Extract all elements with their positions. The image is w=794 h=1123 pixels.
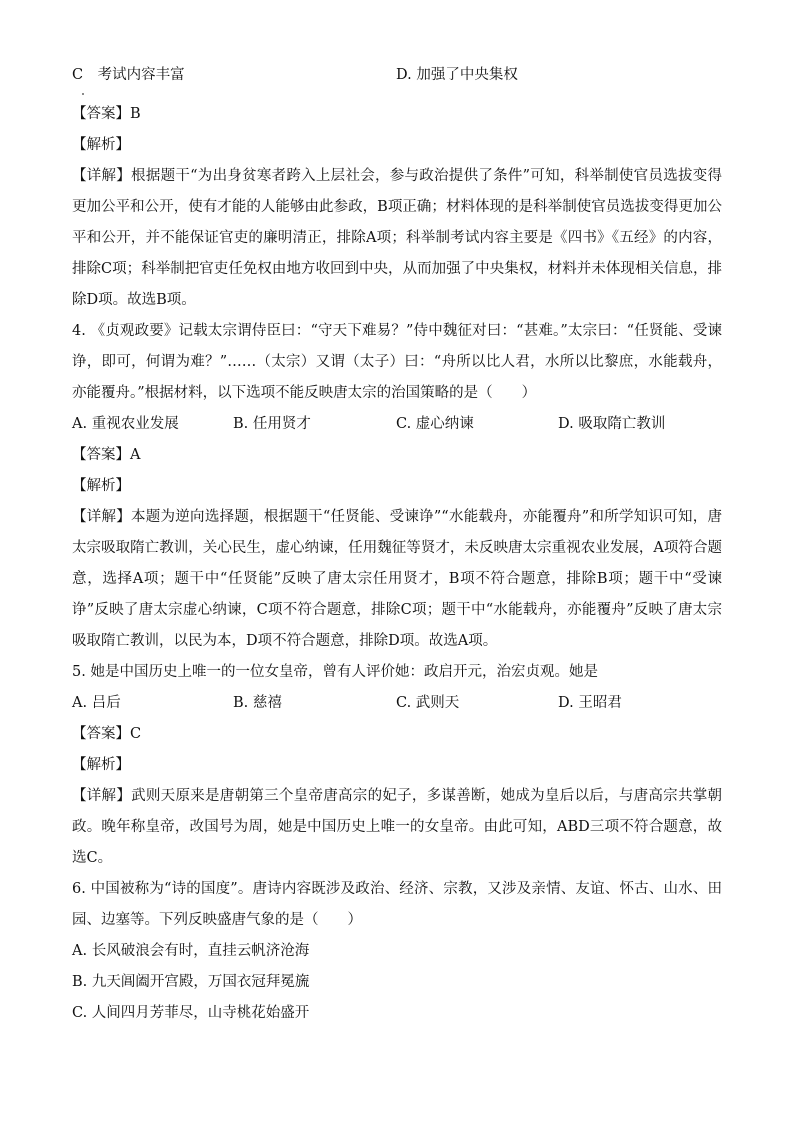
q5-analysis-label: 【解析】	[72, 757, 130, 773]
q5-options	[72, 688, 722, 719]
q4-answer: 【答案】A	[72, 447, 141, 463]
q3-detail: 【详解】根据题干“为出身贫寒者跨入上层社会，参与政治提供了条件”可知，科举制使官员选拔变得更加公平和公开，使有才能的人能够由此参政，B项正确；材料体现的是科举制使官员选拔变得更加公平和公开，并不能保证官吏的廉明清正，排除A项；科举制考试内容主要是《四书》《五经》的内容，排除C项；科举制把官吏任免权由地方收回到中央，从而加强了中央集权，材料并未体现相关信息，排除D项。故选B项。	[72, 168, 722, 308]
q4-option-d: D. 吸取隋亡教训	[558, 416, 666, 432]
q5-option-a: A. 吕后	[72, 695, 121, 711]
q4-options	[72, 409, 722, 440]
q6-option-b: B. 九天阊阖开宫殿，万国衣冠拜冕旒	[72, 974, 310, 990]
q5-detail: 【详解】武则天原来是唐朝第三个皇帝唐高宗的妃子，多谋善断，她成为皇后以后，与唐高宗共掌朝政。晚年称皇帝，改国号为周，她是中国历史上唯一的女皇帝。由此可知，ABD三项不符合题意，故选C。	[72, 788, 722, 866]
document-page	[72, 60, 722, 1029]
q3-analysis-label: 【解析】	[72, 137, 130, 153]
q6-stem: 6. 中国被称为“诗的国度”。唐诗内容既涉及政治、经济、宗教，又涉及亲情、友谊、怀古、山水、田园、边塞等。下列反映盛唐气象的是（ ）	[72, 881, 722, 928]
q4-analysis-label: 【解析】	[72, 478, 130, 494]
q4-stem: 4. 《贞观政要》记载太宗谓侍臣曰：“守天下难易？”侍中魏征对曰：“甚难。”太宗曰：“任贤能、受谏诤，即可，何谓为难？”……（太宗）又谓（太子）曰：“舟所以比人君，水所以比黎庶，水能载舟，亦能覆舟。”根据材料，以下选项不能反映唐太宗的治国策略的是（ ）	[72, 323, 722, 401]
q4-option-a: A. 重视农业发展	[72, 416, 179, 432]
q4-option-b: B. 任用贤才	[233, 416, 311, 432]
dot-mark	[82, 93, 84, 95]
q3-option-c: C 考试内容丰富	[72, 67, 185, 83]
q5-option-b: B. 慈禧	[233, 695, 282, 711]
q5-answer: 【答案】C	[72, 726, 142, 742]
q5-stem: 5. 她是中国历史上唯一的一位女皇帝，曾有人评价她：政启开元，治宏贞观。她是	[72, 664, 598, 680]
q6-option-c: C. 人间四月芳菲尽，山寺桃花始盛开	[72, 1005, 310, 1021]
q3-option-d: D. 加强了中央集权	[396, 67, 518, 83]
q4-detail: 【详解】本题为逆向选择题，根据题干“任贤能、受谏诤”“水能载舟，亦能覆舟”和所学知识可知，唐太宗吸取隋亡教训，关心民生，虚心纳谏，任用魏征等贤才，未反映唐太宗重视农业发展，A项符合题意，选择A项；题干中“任贤能”反映了唐太宗任用贤才，B项不符合题意，排除B项；题干中“受谏诤”反映了唐太宗虚心纳谏，C项不符合题意，排除C项；题干中“水能载舟，亦能覆舟”反映了唐太宗吸取隋亡教训，以民为本，D项不符合题意，排除D项。故选A项。	[72, 509, 722, 649]
q5-option-d: D. 王昭君	[558, 695, 622, 711]
q5-option-c: C. 武则天	[396, 695, 460, 711]
q4-option-c: C. 虚心纳谏	[396, 416, 474, 432]
q6-option-a: A. 长风破浪会有时，直挂云帆济沧海	[72, 943, 310, 959]
q3-answer: 【答案】B	[72, 106, 141, 122]
q3-options	[72, 60, 722, 91]
stray-dot	[72, 91, 722, 101]
